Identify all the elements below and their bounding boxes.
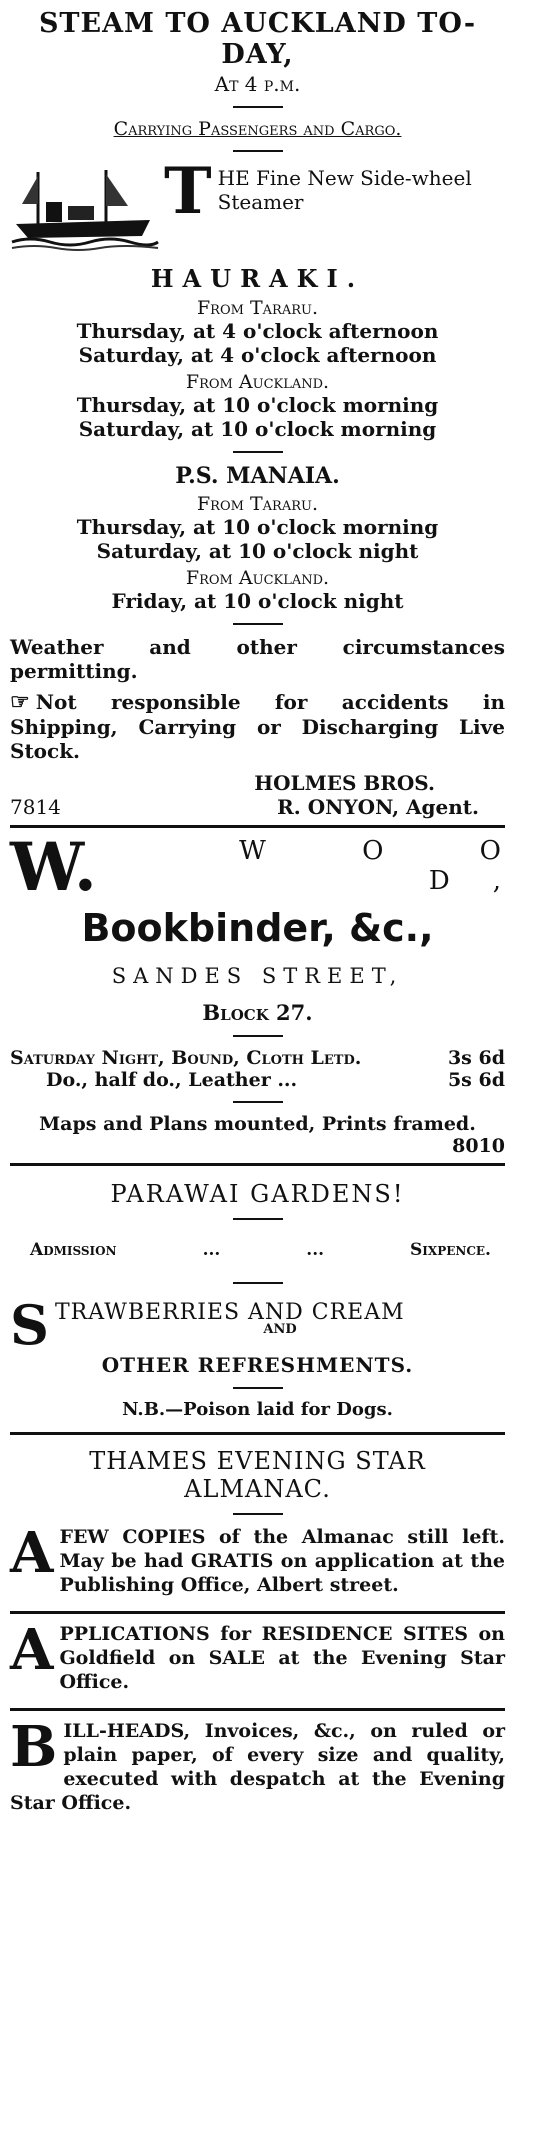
gardens-advert (10, 1180, 505, 1420)
liability-notice (10, 689, 505, 763)
bookbinder-name (10, 828, 545, 906)
residence-advert (10, 1617, 505, 1694)
column-rule (10, 1611, 505, 1614)
signature-agent: R. ONYON, Agent. (277, 795, 479, 819)
departure-time: At 4 p.m. (214, 72, 301, 96)
drop-cap: A (10, 1617, 54, 1683)
from-tararu-heading: From Tararu. (196, 493, 318, 515)
billheads-body (10, 1714, 505, 1815)
liability-notice-text: Not responsible for accidents in Shipping, Carrying or Discharging Live Stock. (10, 690, 505, 763)
admission-row (10, 1230, 505, 1260)
schedule-line: Saturday, at 10 o'clock night (96, 539, 419, 563)
admission-label: Admission (30, 1240, 117, 1260)
admission-dots: ... (202, 1240, 221, 1260)
almanac-advert (10, 1447, 505, 1597)
price-row (10, 1047, 505, 1069)
divider (233, 1218, 283, 1220)
refreshments-line: OTHER REFRESHMENTS. (101, 1353, 414, 1377)
bookbinder-block: Block 27. (202, 1000, 313, 1025)
schedule-line: Saturday, at 10 o'clock morning (78, 417, 437, 441)
divider (233, 623, 283, 625)
admission-price: Sixpence. (410, 1240, 491, 1260)
advert-reference: 8010 (452, 1135, 505, 1157)
residence-text: PPLICATIONS for RESIDENCE SITES on Goldfield on SALE at the Evening Star Office. (59, 1623, 505, 1693)
signature-holmes: HOLMES BROS. (254, 771, 435, 795)
strawberries-text: TRAWBERRIES AND CREAM (55, 1300, 405, 1325)
divider (233, 1282, 283, 1284)
divider (233, 1101, 283, 1103)
column-rule (10, 1708, 505, 1711)
carrying-line: Carrying Passengers and Cargo. (113, 118, 402, 140)
steamer-headline: STEAM TO AUCKLAND TO-DAY, (38, 8, 477, 70)
bookbinder-trade: Bookbinder, &c., (81, 906, 434, 950)
divider (233, 106, 283, 108)
pointing-hand-icon: ☞ (10, 689, 30, 715)
ship-name-hauraki: HAURAKI. (150, 264, 365, 293)
admission-dots: ... (306, 1240, 325, 1260)
advert-reference: 7814 (10, 795, 61, 819)
steamer-intro-text: HE Fine New Side-wheel Steamer (217, 166, 472, 214)
schedule-line: Saturday, at 4 o'clock afternoon (78, 343, 437, 367)
divider (233, 1035, 283, 1037)
divider (233, 1387, 283, 1389)
from-auckland-heading: From Auckland. (185, 371, 330, 393)
divider (233, 150, 283, 152)
schedule-line: Thursday, at 10 o'clock morning (76, 393, 439, 417)
bookbinder-street: SANDES STREET, (111, 964, 404, 988)
drop-cap: A (10, 1520, 54, 1586)
price-item-label: Do., half do., Leather ... (46, 1069, 298, 1091)
divider (233, 1513, 283, 1515)
almanac-body (10, 1520, 505, 1597)
billheads-text: ILL-HEADS, Invoices, &c., on ruled or plain paper, of every size and quality, executed with despatch at the Evening Star Office. (10, 1720, 505, 1814)
schedule-line: Thursday, at 10 o'clock morning (76, 515, 439, 539)
price-item-value: 3s 6d (447, 1047, 505, 1069)
price-item-value: 5s 6d (447, 1069, 505, 1091)
price-item-label: Saturday Night, Bound, Cloth Letd. (10, 1047, 362, 1069)
schedule-line: Thursday, at 4 o'clock afternoon (76, 319, 439, 343)
steamer-intro (10, 154, 505, 260)
almanac-title-1: THAMES EVENING STAR (89, 1447, 426, 1475)
steamer-advert (10, 8, 505, 819)
drop-cap: B (10, 1714, 58, 1780)
maps-note: Maps and Plans mounted, Prints framed. (39, 1113, 476, 1135)
almanac-text: FEW COPIES of the Almanac still left. May be had GRATIS on application at the Publishing Office, Albert street. (59, 1526, 505, 1596)
drop-cap: S (10, 1293, 49, 1357)
billheads-advert (10, 1714, 505, 1815)
drop-cap: T (164, 154, 212, 229)
ship-name-manaia: P.S. MANAIA. (175, 463, 340, 489)
bookbinder-advert (10, 828, 545, 1157)
bookbinder-surname: W O O D, (239, 836, 545, 896)
signature-row (10, 795, 505, 819)
and-word: AND (263, 1322, 297, 1337)
column-rule (10, 1163, 505, 1166)
price-row (10, 1069, 505, 1091)
almanac-title-2: ALMANAC. (184, 1475, 331, 1503)
divider (233, 451, 283, 453)
gardens-title: PARAWAI GARDENS! (110, 1180, 405, 1208)
from-auckland-heading: From Auckland. (185, 567, 330, 589)
bookbinder-initial: W. (10, 828, 97, 906)
column-rule (10, 1432, 505, 1435)
schedule-line: Friday, at 10 o'clock night (111, 589, 404, 613)
weather-note: Weather and other circumstances permitting. (10, 635, 505, 683)
poison-notice: N.B.—Poison laid for Dogs. (122, 1399, 393, 1420)
steamship-icon (10, 162, 160, 254)
residence-body (10, 1617, 505, 1694)
from-tararu-heading: From Tararu. (196, 297, 318, 319)
